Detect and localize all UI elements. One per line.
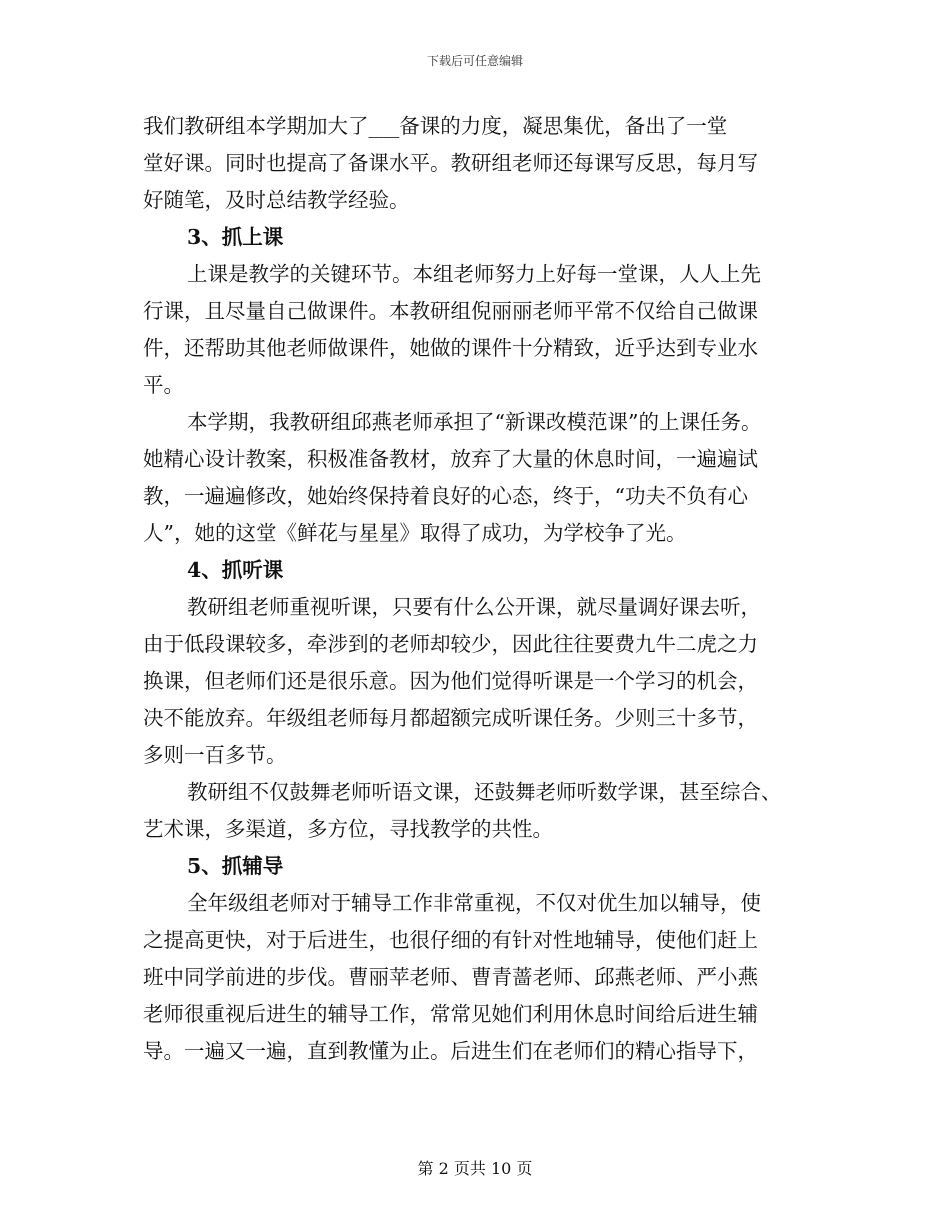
paragraph-line: 决不能放弃。年级组老师每月都超额完成听课任务。少则三十多节， bbox=[143, 706, 758, 730]
paragraph-line: 教，一遍遍修改，她始终保持着良好的心态，终于，“功夫不负有心 bbox=[143, 484, 748, 508]
paragraph-line: 我们教研组本学期加大了___备课的力度，凝思集优，备出了一堂 bbox=[143, 114, 728, 138]
paragraph-line: 行课，且尽量自己做课件。本教研组倪丽丽老师平常不仅给自己做课 bbox=[143, 299, 758, 323]
paragraph-line: 老师很重视后进生的辅导工作，常常见她们利用休息时间给后进生辅 bbox=[143, 1002, 758, 1026]
paragraph-line: 她精心设计教案，积极准备教材，放弃了大量的休息时间，一遍遍试 bbox=[143, 447, 758, 471]
paragraph-line: 由于低段课较多，牵涉到的老师却较少，因此往往要费九牛二虎之力 bbox=[143, 632, 758, 656]
section-heading: 4、抓听课 bbox=[187, 558, 284, 582]
section-heading: 5、抓辅导 bbox=[187, 854, 284, 878]
paragraph-line: 教研组不仅鼓舞老师听语文课，还鼓舞老师听数学课，甚至综合、 bbox=[187, 780, 782, 804]
document-body bbox=[143, 108, 811, 1070]
paragraph-line: 全年级组老师对于辅导工作非常重视，不仅对优生加以辅导，使 bbox=[187, 891, 761, 915]
paragraph-line: 艺术课，多渠道，多方位，寻找教学的共性。 bbox=[143, 817, 553, 841]
paragraph-line: 换课，但老师们还是很乐意。因为他们觉得听课是一个学习的机会， bbox=[143, 669, 758, 693]
paragraph-line: 人”，她的这堂《鲜花与星星》取得了成功，为学校争了光。 bbox=[143, 521, 687, 545]
section-heading: 3、抓上课 bbox=[187, 225, 284, 249]
paragraph-line: 之提高更快，对于后进生，也很仔细的有针对性地辅导，使他们赶上 bbox=[143, 928, 758, 952]
paragraph-line: 本学期，我教研组邱燕老师承担了“新课改模范课”的上课任务。 bbox=[187, 410, 762, 434]
paragraph-line: 导。一遍又一遍，直到教懂为止。后进生们在老师们的精心指导下， bbox=[143, 1039, 758, 1063]
page-header: 下载后可任意编辑 bbox=[426, 54, 523, 68]
paragraph-line: 平。 bbox=[143, 373, 184, 397]
paragraph-line: 堂好课。同时也提高了备课水平。教研组老师还每课写反思，每月写 bbox=[143, 151, 758, 175]
paragraph-line: 班中同学前进的步伐。曹丽苹老师、曹青蔷老师、邱燕老师、严小燕 bbox=[143, 965, 758, 989]
page-number-footer: 第 2 页共 10 页 bbox=[417, 1159, 533, 1178]
paragraph-line: 好随笔，及时总结教学经验。 bbox=[143, 188, 410, 212]
paragraph-line: 件，还帮助其他老师做课件，她做的课件十分精致，近乎达到专业水 bbox=[143, 336, 758, 360]
paragraph-line: 多则一百多节。 bbox=[143, 743, 287, 767]
paragraph-line: 教研组老师重视听课，只要有什么公开课，就尽量调好课去听， bbox=[187, 595, 761, 619]
paragraph-line: 上课是教学的关键环节。本组老师努力上好每一堂课，人人上先 bbox=[187, 262, 761, 286]
